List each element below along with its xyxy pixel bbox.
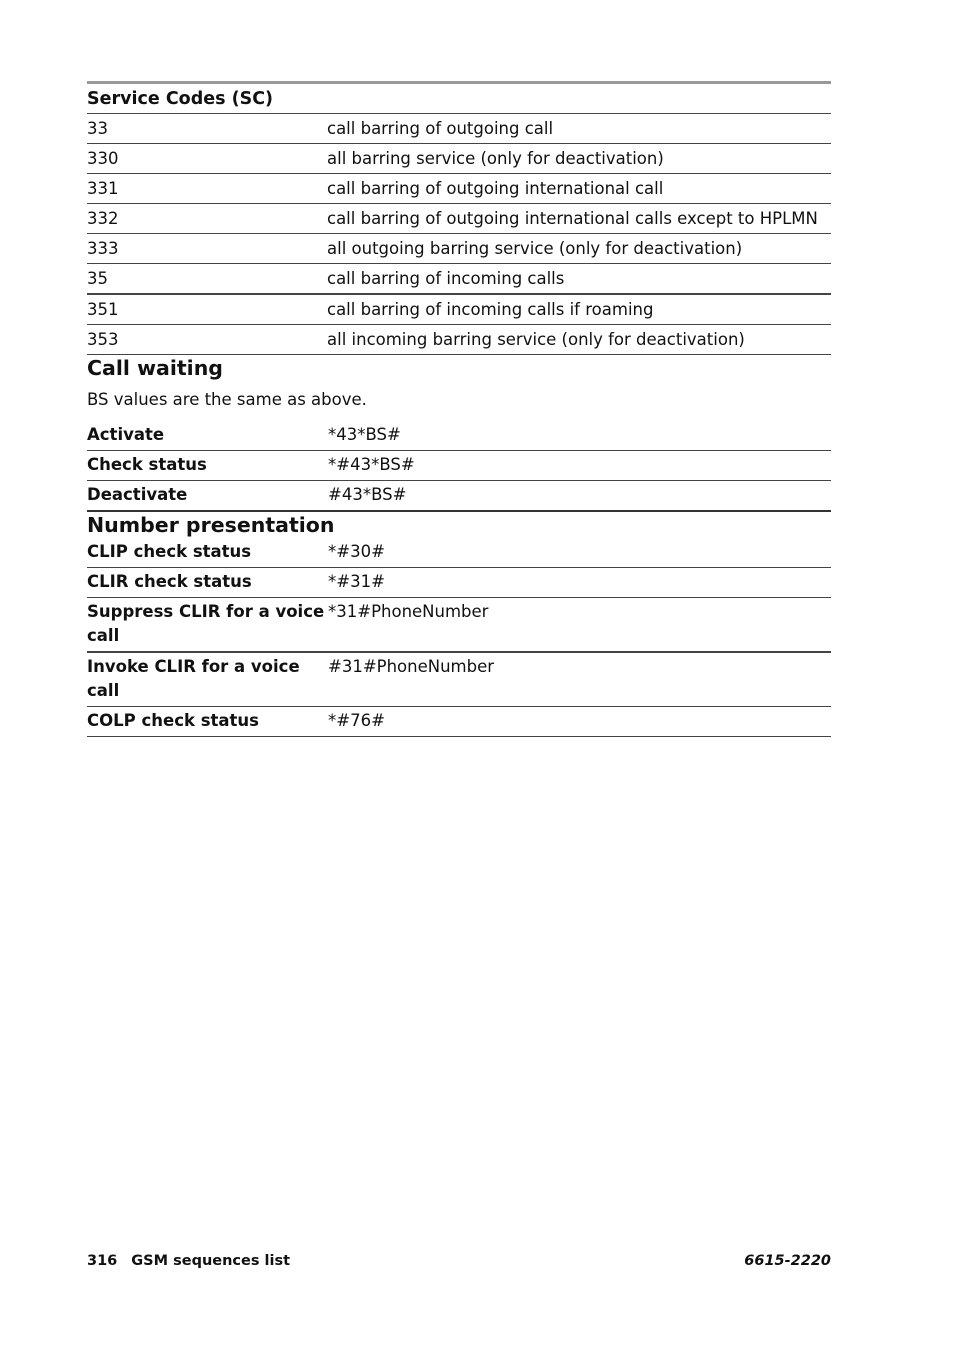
service-code: 331 [87, 174, 327, 204]
row-label: Suppress CLIR for a voice call [87, 598, 327, 653]
number-presentation-table [87, 538, 831, 737]
table-row [87, 421, 831, 451]
service-code: 351 [87, 294, 327, 325]
table-row [87, 144, 831, 174]
service-code-description: call barring of outgoing call [327, 114, 831, 144]
table-row [87, 204, 831, 234]
service-code: 33 [87, 114, 327, 144]
row-label: Activate [87, 421, 327, 451]
table-row [87, 451, 831, 481]
row-label: Invoke CLIR for a voice call [87, 652, 327, 707]
service-code: 35 [87, 264, 327, 295]
call-waiting-note: BS values are the same as above. [87, 390, 367, 409]
row-label: CLIP check status [87, 538, 327, 568]
row-code: *43*BS# [327, 421, 831, 451]
page-footer [87, 1251, 831, 1271]
table-row [87, 652, 831, 707]
call-waiting-table [87, 421, 831, 512]
row-code: *#43*BS# [327, 451, 831, 481]
table-row [87, 481, 831, 512]
table-header-row [87, 83, 831, 114]
page-number: 316 [87, 1253, 118, 1269]
table-row [87, 174, 831, 204]
service-code-description: call barring of outgoing international call [327, 174, 831, 204]
table-row [87, 114, 831, 144]
number-presentation-heading: Number presentation [87, 513, 335, 537]
page-content [87, 81, 831, 737]
service-code-description: call barring of incoming calls if roaming [327, 294, 831, 325]
row-code: #43*BS# [327, 481, 831, 512]
footer-section-title: GSM sequences list [131, 1253, 291, 1269]
call-waiting-heading: Call waiting [87, 356, 223, 380]
table-row [87, 568, 831, 598]
service-code: 330 [87, 144, 327, 174]
table-row [87, 325, 831, 355]
row-label: COLP check status [87, 707, 327, 737]
row-label: Deactivate [87, 481, 327, 512]
row-label: Check status [87, 451, 327, 481]
table-row [87, 234, 831, 264]
service-code-description: all barring service (only for deactivation) [327, 144, 831, 174]
table-row [87, 264, 831, 295]
table-row [87, 538, 831, 568]
service-code-description: call barring of outgoing international calls except to HPLMN [327, 204, 831, 234]
row-code: #31#PhoneNumber [327, 652, 831, 707]
service-code: 332 [87, 204, 327, 234]
table-row [87, 598, 831, 653]
service-code-description: all incoming barring service (only for deactivation) [327, 325, 831, 355]
table-row [87, 294, 831, 325]
table-row [87, 707, 831, 737]
row-code: *#76# [327, 707, 831, 737]
row-code: *31#PhoneNumber [327, 598, 831, 653]
row-code: *#30# [327, 538, 831, 568]
row-code: *#31# [327, 568, 831, 598]
service-code: 333 [87, 234, 327, 264]
service-code: 353 [87, 325, 327, 355]
service-codes-table [87, 81, 831, 355]
row-label: CLIR check status [87, 568, 327, 598]
service-code-description: call barring of incoming calls [327, 264, 831, 295]
service-code-description: all outgoing barring service (only for deactivation) [327, 234, 831, 264]
document-code: 6615-2220 [744, 1253, 831, 1269]
service-codes-header: Service Codes (SC) [87, 83, 831, 114]
